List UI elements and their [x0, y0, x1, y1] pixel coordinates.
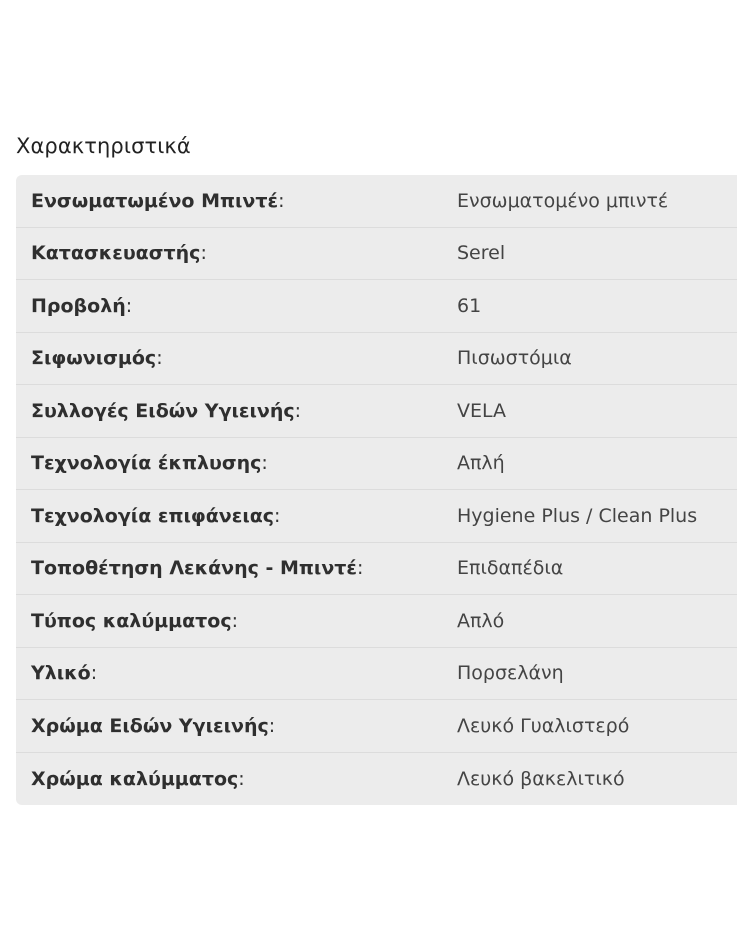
spec-label: Ενσωματωμένο Μπιντέ:: [31, 189, 285, 212]
spec-value: Hygiene Plus / Clean Plus: [457, 504, 698, 527]
spec-row-surface-technology: [16, 490, 737, 543]
spec-row-manufacturer: [16, 228, 737, 281]
spec-value: Πισωστόμια: [457, 347, 572, 370]
spec-label: Χρώμα καλύμματος:: [31, 767, 245, 790]
spec-row-built-in-bidet: [16, 175, 737, 228]
spec-row-seat-color: [16, 753, 737, 806]
spec-label: Τοποθέτηση Λεκάνης - Μπιντέ:: [31, 557, 364, 580]
spec-label: Κατασκευαστής:: [31, 242, 207, 265]
spec-value: 61: [457, 294, 482, 317]
spec-label: Συλλογές Ειδών Υγιεινής:: [31, 399, 302, 422]
spec-value: Λευκό βακελιτικό: [457, 767, 625, 790]
spec-value: Ενσωματομένο μπιντέ: [457, 189, 669, 212]
spec-value: Επιδαπέδια: [457, 557, 564, 580]
spec-label: Χρώμα Ειδών Υγιεινής:: [31, 714, 276, 737]
spec-row-mounting: [16, 543, 737, 596]
spec-row-seat-type: [16, 595, 737, 648]
spec-row-sanitary-color: [16, 700, 737, 753]
spec-row-material: [16, 648, 737, 701]
spec-value: Απλή: [457, 452, 505, 475]
spec-value: Serel: [457, 242, 506, 265]
spec-value: Πορσελάνη: [457, 662, 564, 685]
spec-label: Σιφωνισμός:: [31, 347, 163, 370]
spec-label: Υλικό:: [31, 662, 98, 685]
spec-value: Απλό: [457, 609, 505, 632]
spec-row-projection: [16, 280, 737, 333]
spec-table: [16, 175, 737, 805]
spec-value: Λευκό Γυαλιστερό: [457, 714, 630, 737]
spec-label: Προβολή:: [31, 294, 133, 317]
spec-row-flush-technology: [16, 438, 737, 491]
spec-row-collection: [16, 385, 737, 438]
spec-label: Τεχνολογία έκπλυσης:: [31, 452, 268, 475]
spec-value: VELA: [457, 399, 507, 422]
spec-label: Τύπος καλύμματος:: [31, 609, 239, 632]
spec-label: Τεχνολογία επιφάνειας:: [31, 504, 281, 527]
section-title: Χαρακτηριστικά: [16, 134, 191, 158]
spec-row-trap: [16, 333, 737, 386]
